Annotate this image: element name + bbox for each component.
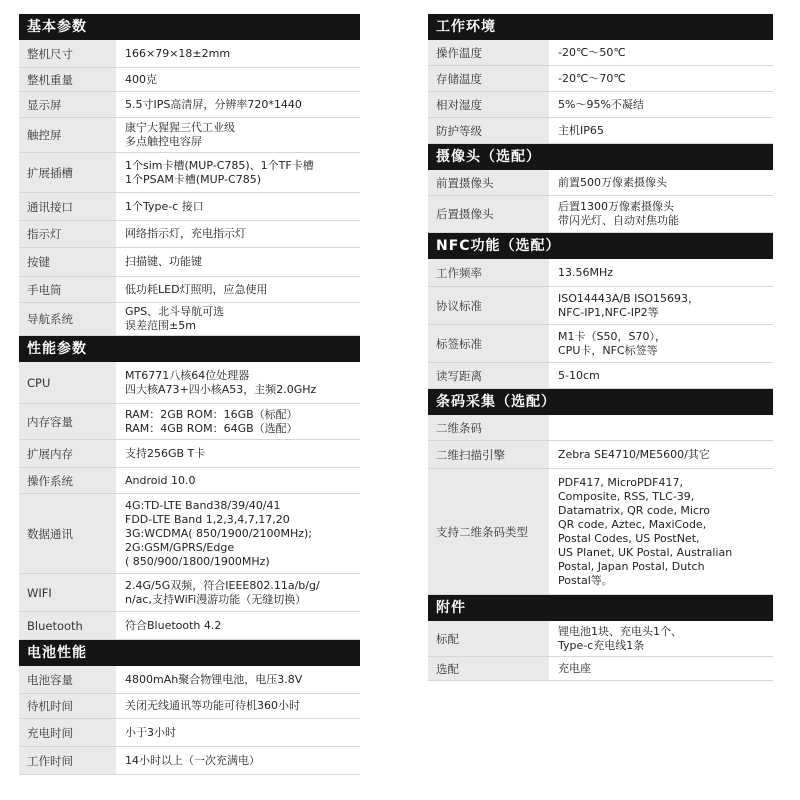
section-title: 附件 — [428, 595, 773, 621]
spec-value-line: n/ac,支持WiFi漫游功能（无缝切换） — [125, 592, 307, 606]
spec-value-line: 误差范围±5m — [125, 319, 196, 332]
spec-row — [19, 153, 360, 193]
spec-value — [550, 92, 773, 117]
spec-row — [428, 325, 773, 363]
spec-value-line: -20℃～50℃ — [558, 45, 626, 59]
spec-label: 按键 — [19, 248, 117, 276]
spec-value-line: RAM：4GB ROM：64GB（选配） — [125, 421, 298, 435]
spec-label: 电池容量 — [19, 666, 117, 693]
spec-label: 扩展插槽 — [19, 153, 117, 192]
spec-value-line: 主机IP65 — [558, 123, 604, 137]
spec-value-line: 扫描键、功能键 — [125, 255, 202, 268]
section-title: 性能参数 — [19, 336, 360, 362]
spec-value-line: ISO14443A/B ISO15693， — [558, 291, 700, 305]
spec-label: 操作温度 — [428, 40, 550, 65]
spec-value-line: Android 10.0 — [125, 473, 196, 487]
spec-row — [19, 362, 360, 404]
spec-value-line: FDD-LTE Band 1,2,3,4,7,17,20 — [125, 512, 290, 526]
spec-label: 读写距离 — [428, 363, 550, 388]
spec-row — [428, 40, 773, 66]
spec-value — [117, 666, 360, 693]
spec-value — [550, 118, 773, 143]
spec-row — [428, 259, 773, 287]
section-title: NFC功能（选配） — [428, 233, 773, 259]
spec-value-line: 166×79×18±2mm — [125, 46, 231, 60]
spec-value — [550, 469, 773, 594]
spec-value — [550, 621, 773, 656]
spec-value-line: 后置1300万像素摄像头 — [558, 200, 674, 213]
spec-value-line: 5-10cm — [558, 368, 600, 382]
spec-value-line: 1个PSAM卡槽(MUP-C785) — [125, 172, 261, 186]
spec-row — [428, 363, 773, 389]
spec-row — [428, 66, 773, 92]
spec-value — [117, 747, 360, 774]
spec-label: 前置摄像头 — [428, 170, 550, 195]
section-title: 基本参数 — [19, 14, 360, 40]
spec-value-line: 低功耗LED灯照明，应急使用 — [125, 282, 268, 296]
spec-value-line: 充电座 — [558, 661, 591, 675]
spec-value — [117, 719, 360, 746]
spec-value — [117, 694, 360, 718]
spec-value — [117, 440, 360, 467]
spec-label: 导航系统 — [19, 303, 117, 335]
left-spec-column — [19, 14, 360, 775]
spec-value — [550, 441, 773, 468]
spec-label: 充电时间 — [19, 719, 117, 746]
spec-label: Bluetooth — [19, 612, 117, 639]
spec-value-line: NFC-IP1,NFC-IP2等 — [558, 305, 659, 319]
spec-value-line: 支持256GB T卡 — [125, 446, 206, 460]
spec-row — [19, 68, 360, 92]
spec-value — [117, 153, 360, 192]
spec-value-line: 2.4G/5G双频，符合IEEE802.11a/b/g/ — [125, 578, 320, 592]
spec-value-line: 康宁大猩猩三代工业级 — [125, 121, 235, 134]
spec-row — [19, 494, 360, 574]
spec-value-line: 4G:TD-LTE Band38/39/40/41 — [125, 498, 281, 512]
spec-value-line: CPU卡，NFC标签等 — [558, 343, 658, 357]
spec-label: 协议标准 — [428, 287, 550, 324]
spec-row — [19, 277, 360, 303]
spec-value — [117, 221, 360, 247]
section-title: 条码采集（选配） — [428, 389, 773, 415]
spec-value-line: 多点触控电容屏 — [125, 135, 202, 148]
spec-row — [19, 747, 360, 775]
spec-value-line: 400克 — [125, 72, 157, 86]
spec-row — [19, 440, 360, 468]
spec-value-line: 2G:GSM/GPRS/Edge — [125, 540, 235, 554]
spec-value-line: PDF417, MicroPDF417, — [558, 475, 683, 489]
spec-value-line: Composite, RSS, TLC-39, — [558, 489, 695, 503]
spec-value — [117, 362, 360, 403]
spec-label: 标签标准 — [428, 325, 550, 362]
spec-value-line: 符合Bluetooth 4.2 — [125, 618, 222, 632]
spec-label: CPU — [19, 362, 117, 403]
spec-label: 后置摄像头 — [428, 196, 550, 232]
spec-value-line: M1卡（S50，S70）， — [558, 329, 666, 343]
spec-label: 触控屏 — [19, 118, 117, 152]
spec-value — [117, 612, 360, 639]
spec-value — [550, 325, 773, 362]
spec-label: 手电筒 — [19, 277, 117, 302]
spec-row — [428, 92, 773, 118]
spec-section — [428, 595, 773, 681]
spec-value — [117, 118, 360, 152]
spec-row — [428, 170, 773, 196]
spec-value-line: 小于3小时 — [125, 725, 176, 739]
spec-row — [428, 415, 773, 441]
spec-row — [19, 303, 360, 336]
spec-value-line: 4800mAh聚合物锂电池，电压3.8V — [125, 672, 303, 686]
spec-value-line: 5%～95%不凝结 — [558, 97, 644, 111]
spec-value-line: MT6771八核64位处理器 — [125, 368, 250, 382]
spec-label: 操作系统 — [19, 468, 117, 493]
spec-row — [19, 694, 360, 719]
spec-label: 整机尺寸 — [19, 40, 117, 67]
spec-label: 相对湿度 — [428, 92, 550, 117]
spec-value-line: US Planet, UK Postal, Australian — [558, 545, 733, 559]
spec-value — [117, 277, 360, 302]
spec-value-line: 前置500万像素摄像头 — [558, 175, 667, 189]
spec-value-line: QR code, Aztec, MaxiCode, — [558, 517, 707, 531]
spec-value-line: GPS、北斗导航可选 — [125, 305, 225, 318]
spec-value-line: 锂电池1块、充电头1个、 — [558, 624, 682, 638]
spec-label: 选配 — [428, 657, 550, 680]
spec-row — [428, 196, 773, 233]
spec-label: 工作时间 — [19, 747, 117, 774]
spec-value — [550, 363, 773, 388]
spec-value-line: Postal, Japan Postal, Dutch — [558, 559, 705, 573]
spec-row — [19, 404, 360, 440]
spec-label: 整机重量 — [19, 68, 117, 91]
spec-section — [428, 233, 773, 389]
spec-label: 二维条码 — [428, 415, 550, 440]
spec-row — [19, 719, 360, 747]
spec-label: 支持二维条码类型 — [428, 469, 550, 594]
spec-label: 待机时间 — [19, 694, 117, 718]
section-title: 电池性能 — [19, 640, 360, 666]
spec-value — [117, 303, 360, 335]
spec-value — [550, 170, 773, 195]
spec-value — [117, 40, 360, 67]
spec-value-line: 关闭无线通讯等功能可待机360小时 — [125, 699, 300, 712]
spec-row — [428, 287, 773, 325]
spec-value — [550, 66, 773, 91]
spec-value-line: Postal等。 — [558, 573, 613, 587]
spec-label: 存储温度 — [428, 66, 550, 91]
spec-row — [19, 666, 360, 694]
spec-value — [550, 259, 773, 286]
spec-row — [428, 621, 773, 657]
spec-value — [550, 196, 773, 232]
spec-label: 内存容量 — [19, 404, 117, 439]
spec-value-line: 1个Type-c 接口 — [125, 199, 204, 213]
spec-value — [117, 248, 360, 276]
spec-value-line: 1个sim卡槽(MUP-C785)、1个TF卡槽 — [125, 158, 314, 172]
spec-section — [428, 144, 773, 233]
spec-value-line: 网络指示灯，充电指示灯 — [125, 227, 246, 240]
section-title: 工作环境 — [428, 14, 773, 40]
spec-value-line: 3G:WCDMA( 850/1900/2100MHz); — [125, 526, 312, 540]
spec-value-line: ( 850/900/1800/1900MHz) — [125, 554, 270, 568]
spec-row — [19, 118, 360, 153]
spec-label: 显示屏 — [19, 92, 117, 117]
spec-label: 数据通讯 — [19, 494, 117, 573]
spec-section — [428, 14, 773, 144]
spec-row — [19, 92, 360, 118]
spec-value — [550, 415, 773, 440]
spec-label: 扩展内存 — [19, 440, 117, 467]
spec-value — [117, 468, 360, 493]
spec-row — [428, 441, 773, 469]
right-spec-column — [428, 14, 773, 681]
spec-label: 标配 — [428, 621, 550, 656]
spec-row — [19, 248, 360, 277]
spec-value — [117, 404, 360, 439]
spec-row — [19, 612, 360, 640]
spec-value-line: Zebra SE4710/ME5600/其它 — [558, 447, 710, 461]
spec-section — [19, 640, 360, 775]
spec-value — [550, 657, 773, 680]
spec-label: 通讯接口 — [19, 193, 117, 220]
spec-value-line: Postal Codes, US PostNet, — [558, 531, 700, 545]
spec-row — [428, 657, 773, 681]
spec-value — [117, 494, 360, 573]
spec-value-line: 四大核A73+四小核A53，主频2.0GHz — [125, 382, 317, 396]
spec-label: WIFI — [19, 574, 117, 611]
spec-value-line: -20℃～70℃ — [558, 71, 626, 85]
spec-label: 工作频率 — [428, 259, 550, 286]
spec-value — [117, 193, 360, 220]
spec-section — [428, 389, 773, 595]
spec-value-line: 带闪光灯、自动对焦功能 — [558, 214, 679, 227]
spec-value — [117, 68, 360, 91]
spec-row — [19, 40, 360, 68]
spec-value — [117, 92, 360, 117]
spec-value-line: 5.5寸IPS高清屏，分辨率720*1440 — [125, 97, 302, 111]
spec-row — [19, 468, 360, 494]
spec-row — [19, 221, 360, 248]
spec-value-line: Datamatrix, QR code, Micro — [558, 503, 711, 517]
spec-value — [117, 574, 360, 611]
spec-value-line: 13.56MHz — [558, 265, 614, 279]
spec-value-line: RAM：2GB ROM：16GB（标配） — [125, 407, 298, 421]
spec-value-line: 14小时以上（一次充满电） — [125, 753, 260, 767]
spec-row — [19, 574, 360, 612]
section-title: 摄像头（选配） — [428, 144, 773, 170]
spec-value — [550, 287, 773, 324]
spec-label: 指示灯 — [19, 221, 117, 247]
spec-row — [19, 193, 360, 221]
spec-value-line: Type-c充电线1条 — [558, 638, 645, 652]
spec-section — [19, 336, 360, 640]
spec-section — [19, 14, 360, 336]
spec-row — [428, 118, 773, 144]
spec-value — [550, 40, 773, 65]
spec-label: 二维扫描引擎 — [428, 441, 550, 468]
spec-row — [428, 469, 773, 595]
spec-label: 防护等级 — [428, 118, 550, 143]
